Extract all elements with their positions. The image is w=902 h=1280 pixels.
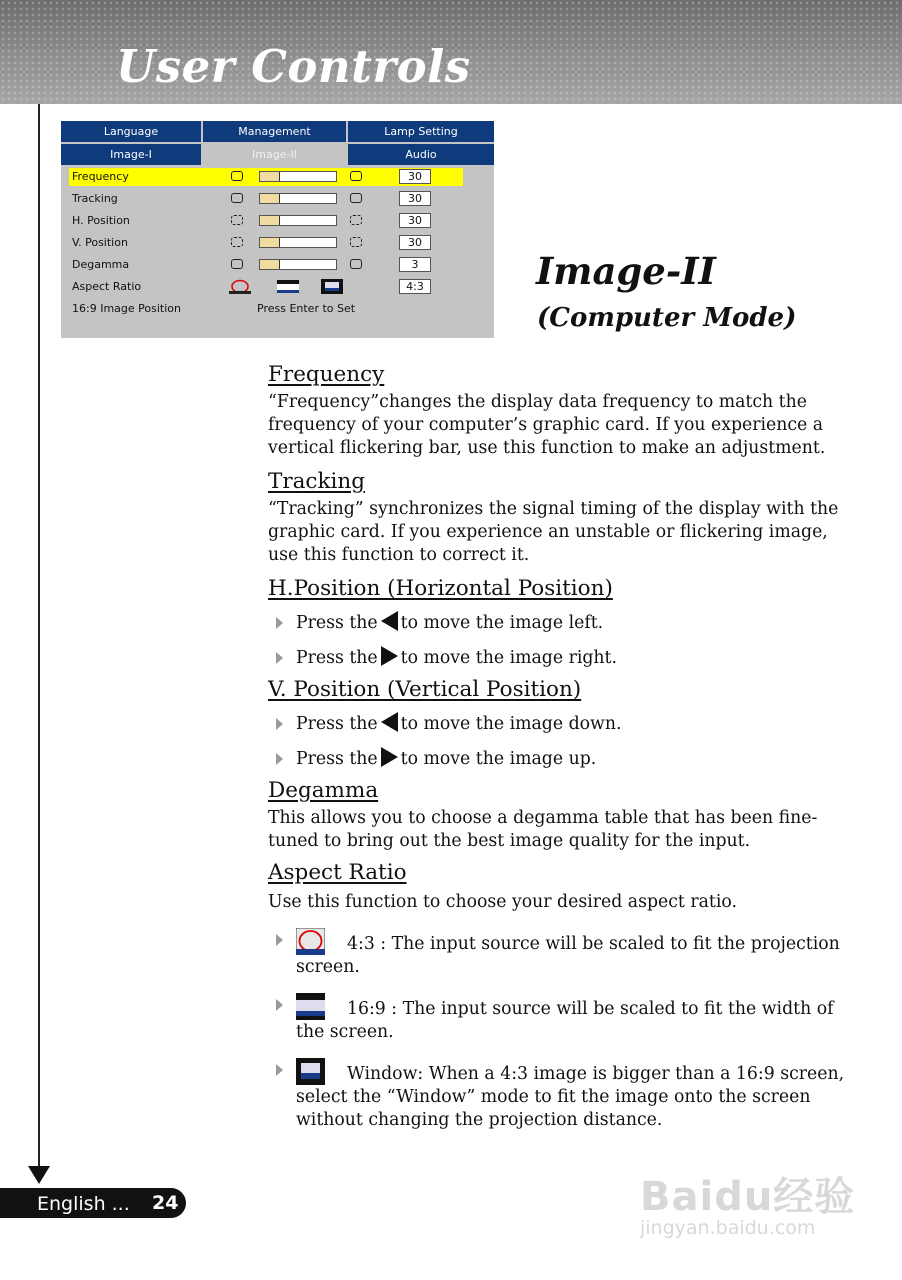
aspect-4-3-text: 4:3 : The input source will be scaled to fit the projection screen. [296, 934, 840, 977]
content [268, 361, 858, 1132]
bullet-text-pre: Press the [296, 613, 378, 633]
bullet-icon [276, 999, 283, 1011]
degamma-slider[interactable] [259, 259, 337, 270]
slider-fill [260, 238, 280, 247]
watermark [640, 1145, 860, 1245]
bullet-text-post: to move the image left. [400, 613, 604, 633]
bullet-icon [276, 652, 283, 664]
bullet-text-post: to move the image up. [400, 749, 597, 769]
increase-icon[interactable] [350, 171, 362, 181]
aspect-16-9-icon [296, 993, 325, 1020]
list-item [268, 1058, 858, 1132]
left-arrow-icon [381, 712, 398, 732]
tab-image-i[interactable]: Image-I [61, 144, 203, 165]
osd-value: 3 [399, 257, 431, 272]
section-title: Image-II [536, 249, 716, 293]
watermark-url: jingyan.baidu.com [640, 1217, 816, 1239]
right-arrow-icon [381, 747, 398, 767]
slider-fill [260, 172, 280, 181]
page-title: User Controls [116, 40, 471, 93]
aspect-window-text: Window: When a 4:3 image is bigger than a 16:9 screen, select the “Window” mode to fit the image onto the screen without changing the projection distance. [296, 1064, 845, 1130]
osd-label: Frequency [72, 170, 129, 183]
decrease-icon[interactable] [231, 193, 243, 203]
osd-row-v-position[interactable] [69, 234, 463, 252]
move-down-icon[interactable] [231, 237, 243, 247]
osd-row-degamma[interactable] [69, 256, 463, 274]
v-position-heading: V. Position (Vertical Position) [268, 677, 582, 702]
bullet-icon [276, 617, 283, 629]
osd-row-aspect-ratio[interactable] [69, 278, 463, 296]
decrease-icon[interactable] [231, 171, 243, 181]
aspect-window-icon[interactable] [321, 279, 343, 294]
margin-line [38, 104, 40, 1168]
aspect-4-3-icon [296, 928, 325, 955]
tab-audio[interactable]: Audio [348, 144, 494, 165]
bullet-text-pre: Press the [296, 648, 378, 668]
osd-row-frequency[interactable] [69, 168, 463, 186]
margin-arrow-icon [28, 1166, 50, 1184]
osd-value: 30 [399, 235, 431, 250]
list-item [268, 993, 858, 1044]
list-item [268, 611, 858, 635]
osd-row-image-position[interactable] [69, 300, 463, 318]
section-subtitle: (Computer Mode) [537, 303, 797, 333]
bullet-icon [276, 753, 283, 765]
osd-label: Degamma [72, 258, 130, 271]
tab-image-ii[interactable]: Image-II [203, 144, 348, 165]
osd-label: V. Position [72, 236, 128, 249]
footer-language: English ... [37, 1193, 130, 1215]
tab-lamp-setting[interactable]: Lamp Setting [348, 121, 494, 142]
bullet-text-pre: Press the [296, 714, 378, 734]
osd-label: Aspect Ratio [72, 280, 142, 293]
tracking-text: “Tracking” synchronizes the signal timing of the display with the graphic card. If you experience an unstable or flickering image, use this function to correct it. [268, 499, 839, 565]
v-position-slider[interactable] [259, 237, 337, 248]
aspect-4-3-icon[interactable] [229, 279, 251, 294]
increase-icon[interactable] [350, 259, 362, 269]
degamma-heading: Degamma [268, 778, 379, 803]
page-number: 24 [152, 1192, 179, 1214]
bullet-icon [276, 1064, 283, 1076]
header-banner [0, 0, 902, 104]
list-item [268, 928, 858, 979]
osd-label: 16:9 Image Position [72, 302, 181, 315]
tab-management[interactable]: Management [203, 121, 348, 142]
frequency-slider[interactable] [259, 171, 337, 182]
osd-value: 30 [399, 169, 431, 184]
tab-language[interactable]: Language [61, 121, 203, 142]
osd-tab-row-2 [61, 144, 494, 165]
move-right-icon[interactable] [350, 215, 362, 225]
osd-value: 30 [399, 191, 431, 206]
press-enter-label: Press Enter to Set [257, 302, 356, 315]
move-left-icon[interactable] [231, 215, 243, 225]
aspect-ratio-heading: Aspect Ratio [268, 860, 407, 885]
degamma-text: This allows you to choose a degamma table that has been fine-tuned to bring out the best image quality for the input. [268, 808, 818, 851]
tracking-slider[interactable] [259, 193, 337, 204]
bullet-text-post: to move the image down. [400, 714, 622, 734]
left-arrow-icon [381, 611, 398, 631]
osd-tab-row-1 [61, 121, 494, 142]
aspect-window-icon [296, 1058, 325, 1085]
osd-label: H. Position [72, 214, 130, 227]
osd-row-h-position[interactable] [69, 212, 463, 230]
slider-fill [260, 260, 280, 269]
watermark-logo: Baidu经验 [640, 1174, 856, 1220]
tracking-heading: Tracking [268, 469, 365, 494]
osd-label: Tracking [72, 192, 118, 205]
bullet-icon [276, 934, 283, 946]
aspect-16-9-text: 16:9 : The input source will be scaled to fit the width of the screen. [296, 999, 834, 1042]
list-item [268, 712, 858, 736]
osd-row-tracking[interactable] [69, 190, 463, 208]
h-position-heading: H.Position (Horizontal Position) [268, 576, 613, 601]
decrease-icon[interactable] [231, 259, 243, 269]
bullet-text-pre: Press the [296, 749, 378, 769]
right-arrow-icon [381, 646, 398, 666]
osd-value: 4:3 [399, 279, 431, 294]
list-item [268, 646, 858, 670]
aspect-16-9-icon[interactable] [277, 279, 299, 294]
footer-page-tab [0, 1188, 186, 1218]
slider-fill [260, 194, 280, 203]
h-position-slider[interactable] [259, 215, 337, 226]
increase-icon[interactable] [350, 193, 362, 203]
slider-fill [260, 216, 280, 225]
osd-menu [61, 121, 494, 338]
list-item [268, 747, 858, 771]
aspect-ratio-intro: Use this function to choose your desired aspect ratio. [268, 892, 737, 912]
frequency-text: “Frequency”changes the display data frequency to match the frequency of your computer’s graphic card. If you experience a vertical flickering bar, use this function to make an adjustment. [268, 392, 826, 458]
osd-value: 30 [399, 213, 431, 228]
bullet-text-post: to move the image right. [400, 648, 617, 668]
frequency-heading: Frequency [268, 362, 385, 387]
move-up-icon[interactable] [350, 237, 362, 247]
bullet-icon [276, 718, 283, 730]
